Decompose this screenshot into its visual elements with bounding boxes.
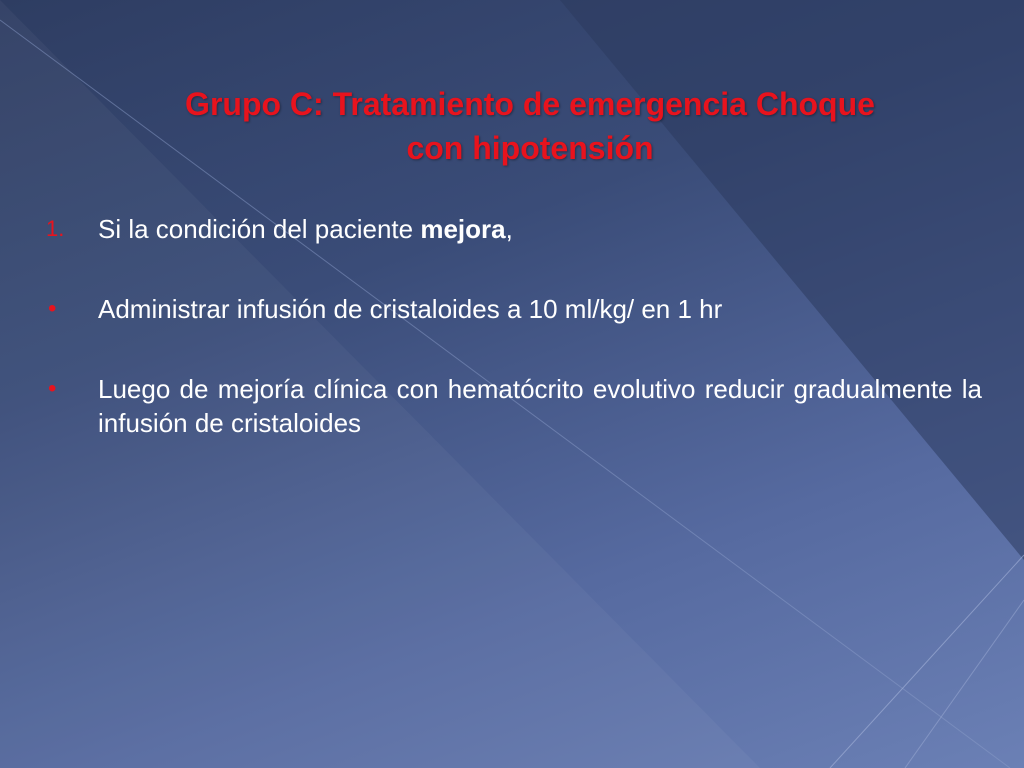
list-item-text: Administrar infusión de cristaloides a 10 ml/kg/ en 1 hr [98,294,723,324]
list-item-infusion [42,292,982,326]
list-item-reduce [42,372,982,440]
list-item-bold-text: mejora [420,214,506,244]
bullet-icon: • [48,295,57,322]
list-number: 1. [46,216,65,241]
list-item-text: Luego de mejoría clínica con hematócrito evolutivo reducir gradualmente la infusión de cristaloides [98,374,982,438]
list-item-text: Si la condición del paciente [98,214,421,244]
background-corner-line-2 [905,600,1024,768]
slide-title-line-2: con hipotensión [406,130,654,166]
bullet-icon: • [48,375,57,402]
slide-body [42,212,982,486]
list-item-punctuation: , [505,214,513,244]
slide-title [60,82,1000,170]
background-corner-line [830,555,1024,768]
slide-title-line-1: Grupo C: Tratamiento de emergencia Choque [185,86,875,122]
list-item-condition [42,212,982,246]
